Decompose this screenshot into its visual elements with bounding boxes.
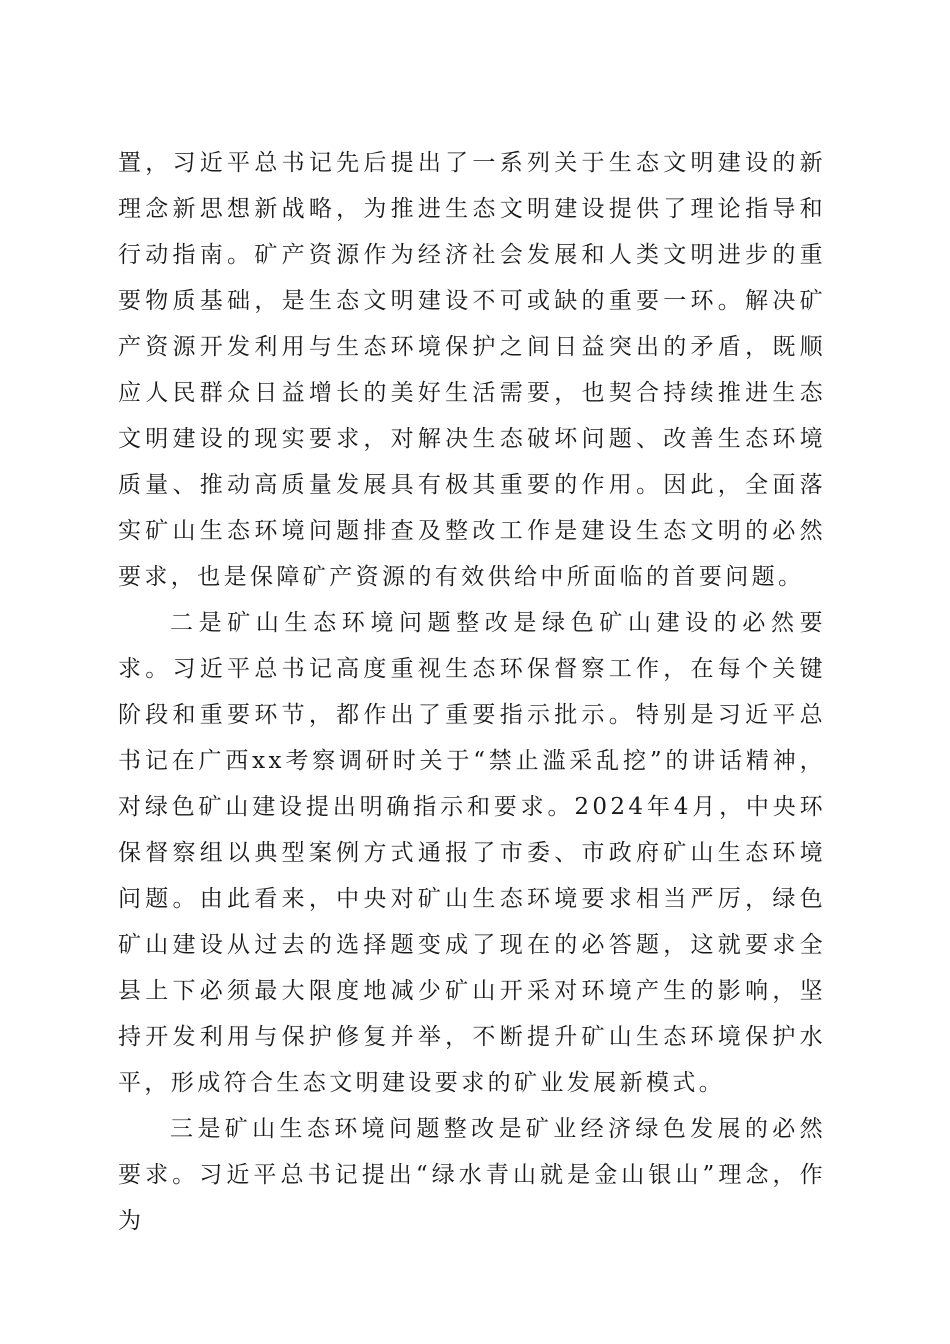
- paragraph-1: [118, 140, 826, 600]
- document-body: [118, 140, 826, 1244]
- paragraph-3-text: 习近平总书记提出“绿水青山就是金山银山”理念，作为: [118, 1162, 826, 1234]
- paragraph-3-lead: 三是矿山生态环境问题整改是矿业经济绿色发展的必然要求。: [118, 1116, 826, 1188]
- paragraph-2-lead: 二是矿山生态环境问题整改是绿色矿山建设的必然要求。: [118, 610, 826, 682]
- paragraph-1-text: 置，习近平总书记先后提出了一系列关于生态文明建设的新理念新思想新战略，为推进生态文明建设提供了理论指导和行动指南。矿产资源作为经济社会发展和人类文明进步的重要物质基础，是生态文明建设不可或缺的重要一环。解决矿产资源开发利用与生态环境保护之间日益突出的矛盾，既顺应人民群众日益增长的美好生活需要，也契合持续推进生态文明建设的现实要求，对解决生态破坏问题、改善生态环境质量、推动高质量发展具有极其重要的作用。因此，全面落实矿山生态环境问题排查及整改工作是建设生态文明的必然要求，也是保障矿产资源的有效供给中所面临的首要问题。: [118, 150, 826, 590]
- paragraph-3: [118, 1106, 826, 1244]
- paragraph-2-text: 习近平总书记高度重视生态环保督察工作，在每个关键阶段和重要环节，都作出了重要指示批示。特别是习近平总书记在广西xx考察调研时关于“禁止滥采乱挖”的讲话精神，对绿色矿山建设提出明确指示和要求。2024年4月，中央环保督察组以典型案例方式通报了市委、市政府矿山生态环境问题。由此看来，中央对矿山生态环境要求相当严厉，绿色矿山建设从过去的选择题变成了现在的必答题，这就要求全县上下必须最大限度地减少矿山开采对环境产生的影响，坚持开发利用与保护修复并举，不断提升矿山生态环境保护水平，形成符合生态文明建设要求的矿业发展新模式。: [118, 656, 826, 1096]
- paragraph-2: [118, 600, 826, 1106]
